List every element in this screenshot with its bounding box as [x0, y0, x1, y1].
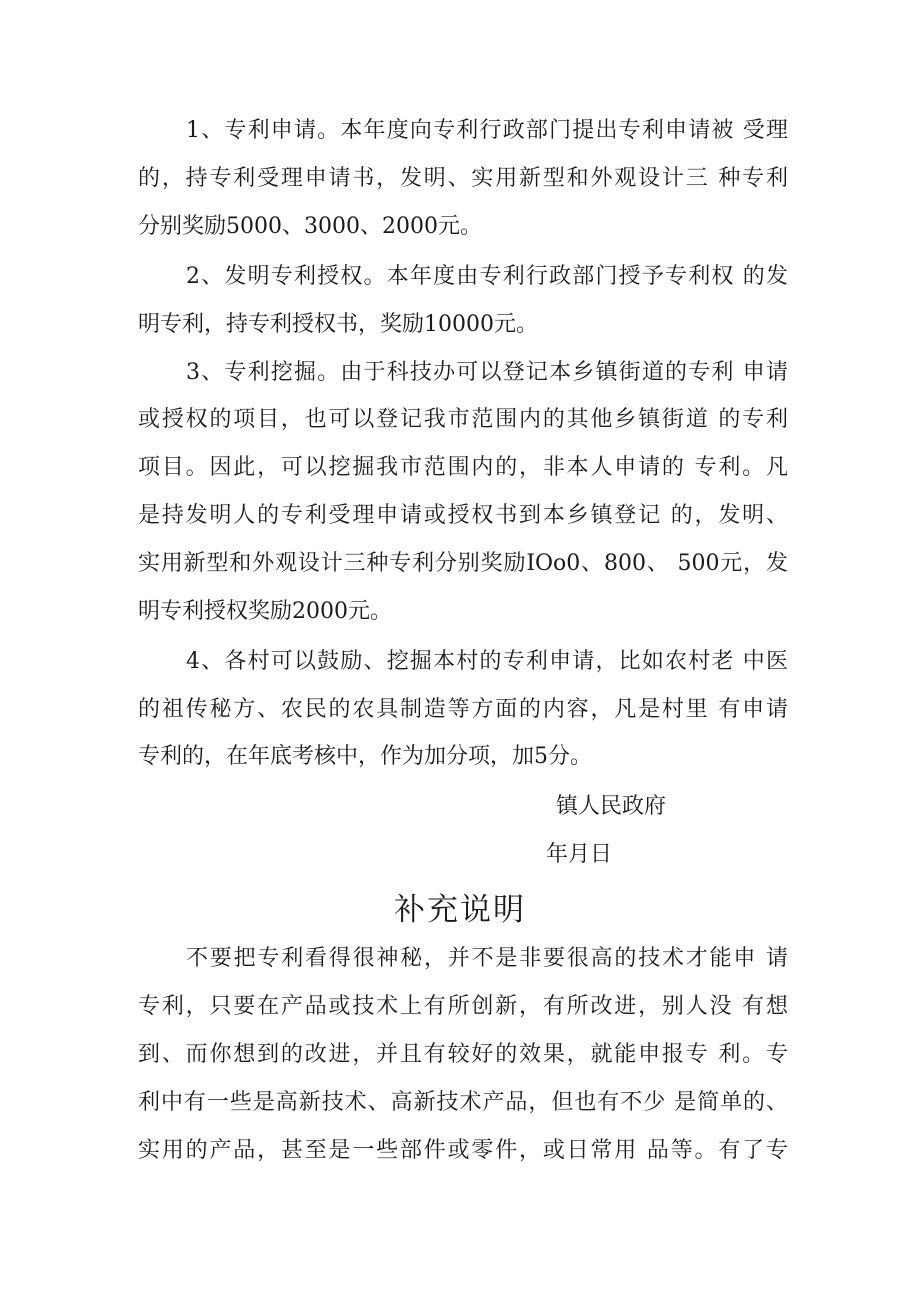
paragraph-4-line-2: 的祖传秘方、农民的农具制造等方面的内容，凡是村里 有申请	[138, 697, 788, 722]
paragraph-1-line-2: 的，持专利受理申请书，发明、实用新型和外观设计三 种专利	[138, 166, 788, 191]
paragraph-2-line-2: 明专利，持专利授权书，奖励10000元。	[138, 312, 538, 337]
paragraph-3-line-6: 明专利授权奖励2000元。	[138, 599, 392, 624]
paragraph-2-line-1: 2、发明专利授权。本年度由专利行政部门授予专利权 的发	[186, 264, 788, 289]
signature-org: 镇人民政府	[556, 794, 667, 819]
supplement-line-2: 专利，只要在产品或技术上有所创新，有所改进，别人没 有想	[138, 994, 788, 1019]
paragraph-3-line-3: 项目。因此，可以挖掘我市范围内的，非本人申请的 专利。凡	[138, 455, 788, 480]
supplement-line-5: 实用的产品，甚至是一些部件或零件，或日常用 品等。有了专	[138, 1138, 788, 1163]
paragraph-1-line-1: 1、专利申请。本年度向专利行政部门提出专利申请被 受理	[186, 118, 788, 143]
supplement-line-1: 不要把专利看得很神秘，并不是非要很高的技术才能申 请	[186, 946, 788, 971]
paragraph-1-line-3: 分别奖励5000、3000、2000元。	[138, 214, 482, 239]
paragraph-3-line-4: 是持发明人的专利受理申请或授权书到本乡镇登记 的，发明、	[138, 503, 788, 528]
supplement-line-3: 到、而你想到的改进，并且有较好的效果，就能申报专 利。专	[138, 1042, 788, 1067]
paragraph-3-line-5: 实用新型和外观设计三种专利分别奖励IOo0、800、 500元，发	[138, 551, 788, 576]
supplement-title: 补充说明	[394, 892, 526, 928]
paragraph-3-line-1: 3、专利挖掘。由于科技办可以登记本乡镇街道的专利 申请	[186, 360, 788, 385]
paragraph-3-line-2: 或授权的项目，也可以登记我市范围内的其他乡镇街道 的专利	[138, 407, 788, 432]
paragraph-4-line-1: 4、各村可以鼓励、挖掘本村的专利申请，比如农村老 中医	[186, 649, 788, 674]
paragraph-4-line-3: 专利的，在年底考核中，作为加分项，加5分。	[138, 744, 592, 769]
signature-date: 年月日	[546, 842, 613, 867]
supplement-line-4: 利中有一些是高新技术、高新技术产品，但也有不少 是简单的、	[138, 1090, 788, 1115]
